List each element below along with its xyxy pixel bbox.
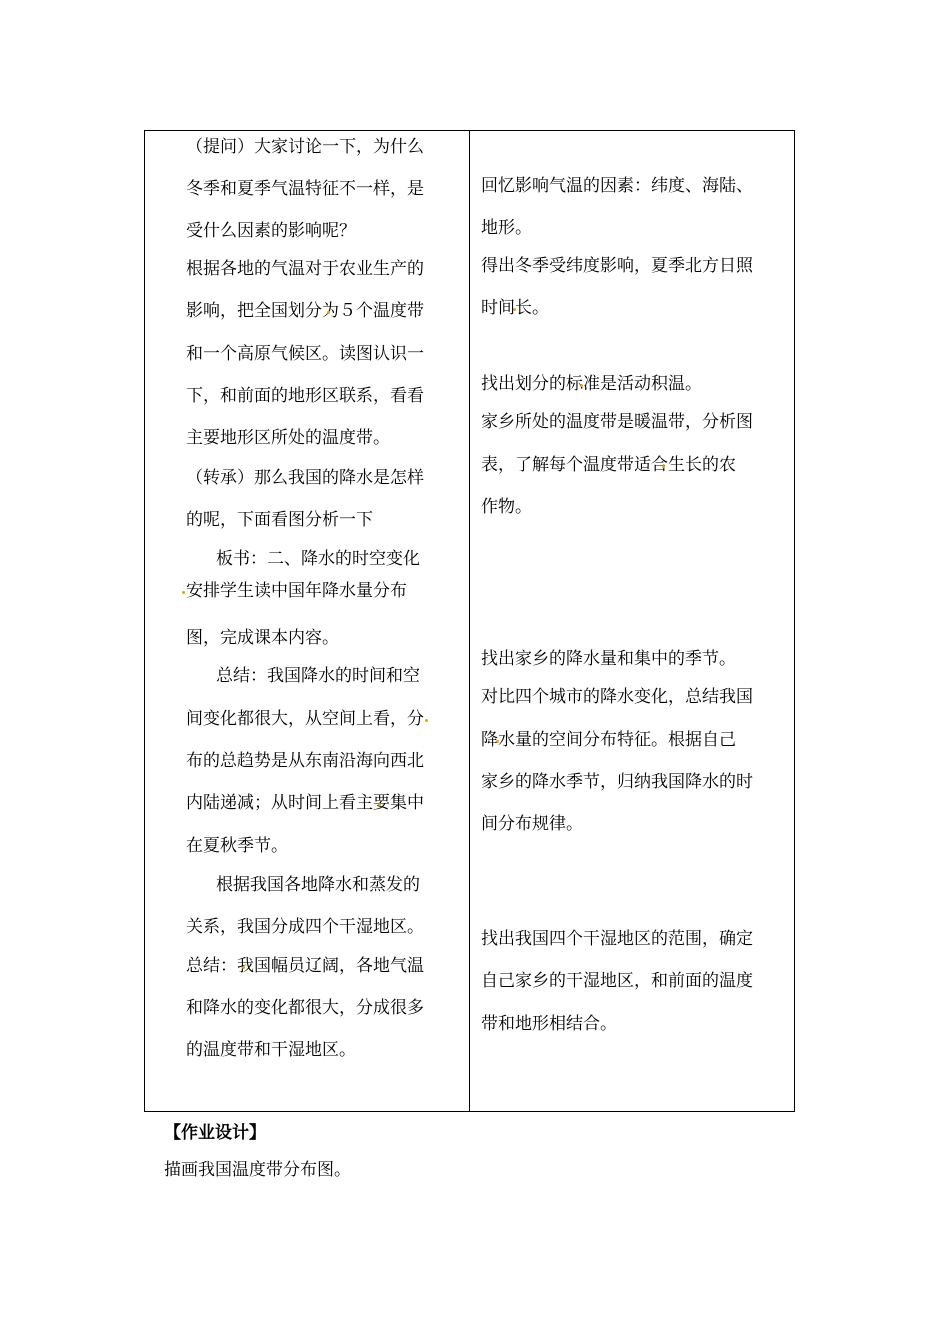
left-line: 根据各地的气温对于农业生产的 <box>186 259 424 279</box>
right-line: 家乡所处的温度带是暖温带，分析图 <box>481 412 753 432</box>
left-line: 的温度带和干湿地区。 <box>186 1040 356 1060</box>
left-line: 根据我国各地降水和蒸发的 <box>216 875 420 895</box>
left-line: 主要地形区所处的温度带。 <box>186 428 390 448</box>
homework-heading: 【作业设计】 <box>164 1123 266 1143</box>
left-line: 间变化都很大，从空间上看，分 <box>186 709 424 729</box>
right-line: 间分布规律。 <box>481 814 583 834</box>
left-line: 布的总趋势是从东南沿海向西北 <box>186 751 424 771</box>
summary-line: 总结：我国幅员辽阔，各地气温 <box>186 956 424 976</box>
left-line: 在夏秋季节。 <box>186 836 288 856</box>
right-line: 找出我国四个干湿地区的范围，确定 <box>481 929 753 949</box>
left-line: 的呢，下面看图分析一下 <box>186 510 373 530</box>
right-line: 家乡的降水季节，归纳我国降水的时 <box>481 772 753 792</box>
right-line: 回忆影响气温的因素：纬度、海陆、 <box>481 176 753 196</box>
right-line: 带和地形相结合。 <box>481 1014 617 1034</box>
left-line: 图，完成课本内容。 <box>186 628 339 648</box>
right-line: 表，了解每个温度带适合生长的农 <box>481 455 736 475</box>
left-line: 影响，把全国划分为５个温度带 <box>186 301 424 321</box>
left-line: 和一个高原气候区。读图认识一 <box>186 344 424 364</box>
left-line: （提问）大家讨论一下，为什么 <box>186 137 424 157</box>
left-line: 内陆递减；从时间上看主要集中 <box>186 793 424 813</box>
homework-text: 描画我国温度带分布图。 <box>164 1160 351 1180</box>
right-line: 作物。 <box>481 497 532 517</box>
left-line: 受什么因素的影响呢？ <box>186 221 356 241</box>
left-line: 和降水的变化都很大，分成很多 <box>186 998 424 1018</box>
right-line: 找出家乡的降水量和集中的季节。 <box>481 649 736 669</box>
right-line: 找出划分的标准是活动积温。 <box>481 374 702 394</box>
left-line: 安排学生读中国年降水量分布 <box>186 581 407 601</box>
board-note: 板书：二、降水的时空变化 <box>216 549 420 569</box>
left-line: 冬季和夏季气温特征不一样，是 <box>186 179 424 199</box>
column-divider <box>469 131 470 1111</box>
left-line: （转承）那么我国的降水是怎样 <box>186 468 424 488</box>
left-line: 下，和前面的地形区联系，看看 <box>186 386 424 406</box>
summary-line: 总结：我国降水的时间和空 <box>216 666 420 686</box>
right-line: 对比四个城市的降水变化，总结我国 <box>481 687 753 707</box>
right-line: 降水量的空间分布特征。根据自己 <box>481 730 736 750</box>
left-line: 关系，我国分成四个干湿地区。 <box>186 917 424 937</box>
right-line: 得出冬季受纬度影响，夏季北方日照 <box>481 256 753 276</box>
right-line: 时间长。 <box>481 298 549 318</box>
right-line: 地形。 <box>481 218 532 238</box>
right-line: 自己家乡的干湿地区，和前面的温度 <box>481 971 753 991</box>
